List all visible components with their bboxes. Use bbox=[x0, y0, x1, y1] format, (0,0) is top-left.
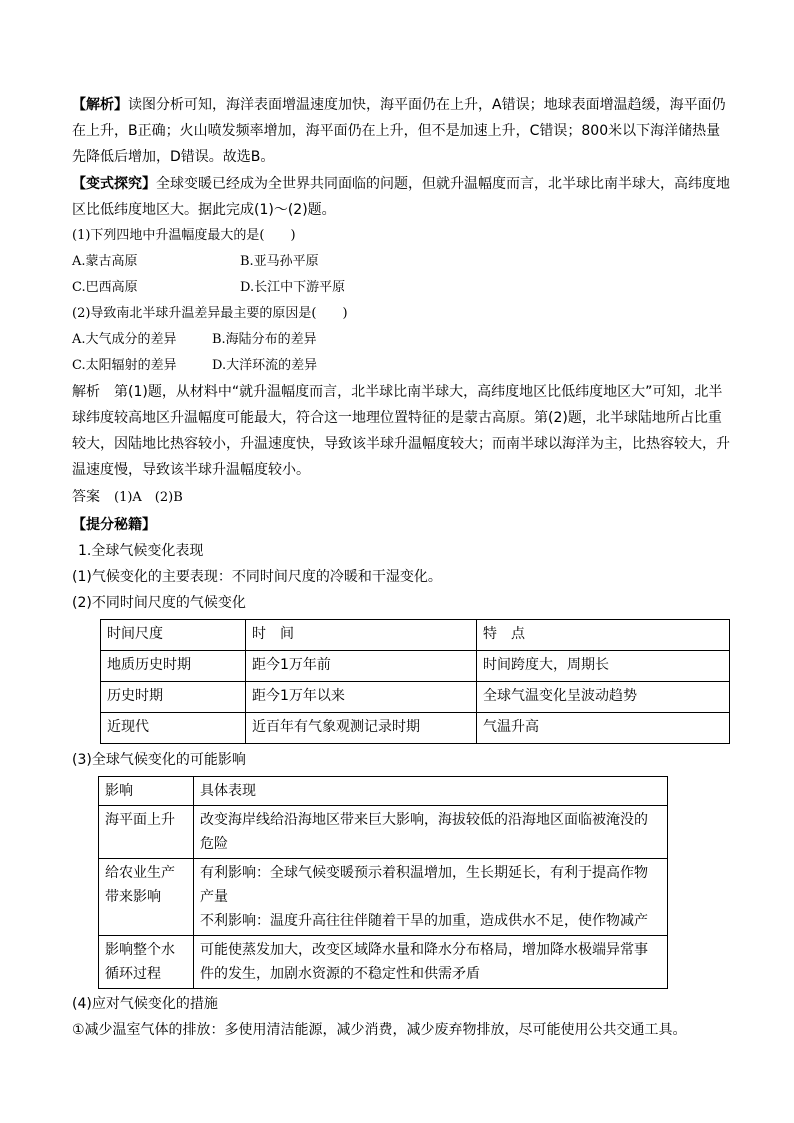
table-cell: 近现代 bbox=[101, 713, 246, 744]
option-b: B.海陆分布的差异 bbox=[212, 332, 317, 347]
table-header-cell: 时 间 bbox=[246, 620, 477, 651]
table-cell: 历史时期 bbox=[101, 682, 246, 713]
section-1-item-1: (1)气候变化的主要表现：不同时间尺度的冷暖和干湿变化。 bbox=[72, 569, 442, 585]
question-2-options-row1 bbox=[72, 327, 732, 353]
option-a: A.蒙古高原 bbox=[72, 254, 138, 269]
option-d: D.长江中下游平原 bbox=[240, 280, 346, 295]
table-cell: 地质历史时期 bbox=[101, 651, 246, 682]
table-cell: 海平面上升 bbox=[99, 806, 194, 859]
variant-label: 【变式探究】 bbox=[72, 176, 156, 192]
answer-line bbox=[72, 484, 732, 511]
section-1-item-4: (4)应对气候变化的措施 bbox=[72, 996, 218, 1012]
table-header-cell: 特 点 bbox=[477, 620, 730, 651]
table-row bbox=[99, 806, 668, 859]
table-cell: 近百年有气象观测记录时期 bbox=[246, 713, 477, 744]
question-2-stem: (2)导致南北半球升温差异最主要的原因是( ) bbox=[72, 306, 348, 321]
table-row bbox=[101, 682, 730, 713]
answer-text: (1)A (2)B bbox=[114, 490, 183, 505]
unfavorable-impact: 不利影响：温度升高往往伴随着干旱的加重，造成供水不足，使作物减产 bbox=[200, 913, 648, 929]
table-row bbox=[99, 936, 668, 989]
table-cell bbox=[194, 859, 668, 936]
measure-1: ①减少温室气体的排放：多使用清洁能源，减少消费，减少废弃物排放，尽可能使用公共交通工具。 bbox=[72, 1022, 687, 1038]
explanation-text: 第(1)题，从材料中“就升温幅度而言，北半球比南半球大，高纬度地区比低纬度地区大”可知，北半球纬度较高地区升温幅度可能最大，符合这一地理位置特征的是蒙古高原。第(2)题，北半球陆地所占比重较大，因陆地比热容较小，升温速度快，导致该半球升温幅度较大；而南半球以海洋为主，比热容较大，升温速度慢，导致该半球升温幅度较小。 bbox=[72, 384, 730, 478]
table-header-cell: 影响 bbox=[99, 777, 194, 806]
variant-text: 全球变暖已经成为全世界共同面临的问题，但就升温幅度而言，北半球比南半球大，高纬度地区比低纬度地区大。据此完成(1)～(2)题。 bbox=[72, 176, 730, 218]
option-c: C.巴西高原 bbox=[72, 280, 138, 295]
table-cell: 可能使蒸发加大，改变区域降水量和降水分布格局，增加降水极端异常事件的发生，加剧水资源的不稳定性和供需矛盾 bbox=[194, 936, 668, 989]
table-cell: 影响整个水循环过程 bbox=[99, 936, 194, 989]
climate-scale-table bbox=[100, 619, 730, 744]
analysis-label: 【解析】 bbox=[72, 97, 128, 113]
table-row bbox=[99, 859, 668, 936]
favorable-impact: 有利影响：全球气候变暖预示着积温增加，生长期延长，有利于提高作物产量 bbox=[200, 865, 648, 905]
table-header-cell: 具体表现 bbox=[194, 777, 668, 806]
section-1-item-2: (2)不同时间尺度的气候变化 bbox=[72, 595, 246, 611]
table-cell: 给农业生产带来影响 bbox=[99, 859, 194, 936]
question-1-options-row2 bbox=[72, 275, 732, 301]
table-cell: 气温升高 bbox=[477, 713, 730, 744]
tips-heading: 【提分秘籍】 bbox=[72, 517, 156, 533]
table-cell: 改变海岸线给沿海地区带来巨大影响，海拔较低的沿海地区面临被淹没的危险 bbox=[194, 806, 668, 859]
table-header-row bbox=[99, 777, 668, 806]
question-1-stem: (1)下列四地中升温幅度最大的是( ) bbox=[72, 228, 296, 243]
analysis-text: 读图分析可知，海洋表面增温速度加快，海平面仍在上升，A错误；地球表面增温趋缓，海平面仍在上升，B正确；火山喷发频率增加，海平面仍在上升，但不是加速上升，C错误；800米以下海洋储热量先降低后增加，D错误。故选B。 bbox=[72, 97, 726, 165]
explanation-label: 解析 bbox=[72, 384, 100, 400]
section-1-title: 1.全球气候变化表现 bbox=[78, 543, 204, 559]
analysis-paragraph bbox=[72, 92, 732, 170]
table-row bbox=[101, 713, 730, 744]
table-row bbox=[101, 651, 730, 682]
answer-label: 答案 bbox=[72, 489, 100, 505]
option-b: B.亚马孙平原 bbox=[240, 254, 319, 269]
option-d: D.大洋环流的差异 bbox=[212, 358, 318, 373]
section-1-item-3: (3)全球气候变化的可能影响 bbox=[72, 752, 246, 768]
table-header-cell: 时间尺度 bbox=[101, 620, 246, 651]
option-c: C.太阳辐射的差异 bbox=[72, 358, 177, 373]
question-1-options-row1 bbox=[72, 249, 732, 275]
table-cell: 时间跨度大，周期长 bbox=[477, 651, 730, 682]
table-cell: 距今1万年以来 bbox=[246, 682, 477, 713]
explanation-paragraph bbox=[72, 379, 732, 483]
table-header-row bbox=[101, 620, 730, 651]
document-page bbox=[72, 92, 732, 1043]
table-cell: 全球气温变化呈波动趋势 bbox=[477, 682, 730, 713]
table-cell: 距今1万年前 bbox=[246, 651, 477, 682]
question-2-options-row2 bbox=[72, 353, 732, 379]
variant-paragraph bbox=[72, 171, 732, 223]
option-a: A.大气成分的差异 bbox=[72, 332, 177, 347]
impact-table bbox=[98, 776, 668, 989]
